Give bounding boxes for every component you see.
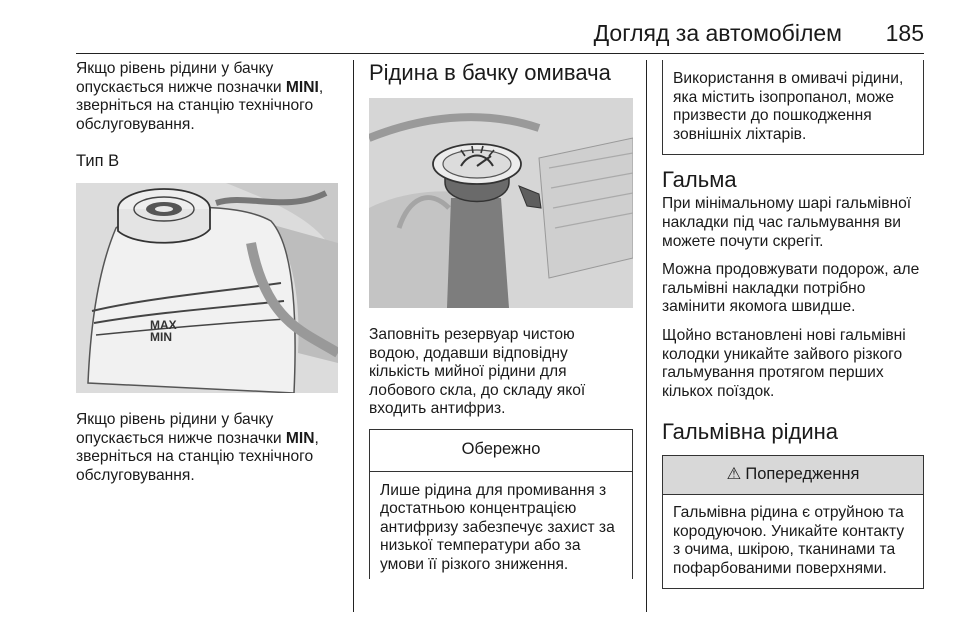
paragraph-brakes-1 [662,195,924,251]
caution-notice [369,429,633,579]
warning-title-text: Попередження [745,465,860,484]
text-line: зверніться на станцію технічного [76,97,314,115]
chapter-title: Догляд за автомобілем [593,20,842,46]
text-line: умови її різкого зниження. [380,555,569,573]
text-line: водою, додавши відповідну [369,344,568,362]
text-line: , [318,78,324,96]
min-mark-label: MIN [150,329,172,344]
text-line: з очима, шкірою, тканинами та [673,541,896,559]
text-line: колодки уникайте зайвого різкого [662,345,903,363]
warning-title [663,456,923,495]
column-divider [646,60,647,612]
text-line: достатньою концентрацією [380,500,577,518]
text-line: Можна продовжувати подорож, але [662,261,920,279]
text-line: гальмівні накладки потрібно [662,279,866,297]
text-line: накладки під час гальмування ви [662,213,901,231]
column-right [662,60,924,589]
text-line: кількох поїздок. [662,382,775,400]
text-line: Якщо рівень рідини у бачку [76,410,274,428]
isopropanol-notice-box [662,60,924,155]
page-header [76,18,924,54]
text-line: обслуговування. [76,466,195,484]
text-line: опускається нижче позначки [76,78,286,96]
text-line: зверніться на станцію технічного [76,448,314,466]
text-line: антифризу забезпечує захист за [380,518,615,536]
heading-washer-fluid: Рідина в бачку омивача [369,60,611,85]
text-line: опускається нижче позначки [76,429,286,447]
text-line: призвести до пошкодження [673,107,872,125]
paragraph-brakes-3 [662,327,924,401]
text-line: Заповніть резервуар чистою [369,326,575,343]
column-left [76,60,340,485]
caution-body [369,472,633,579]
text-line: , [314,429,319,447]
text-line: зовнішніх ліхтарів. [673,125,807,143]
header-rule [76,53,924,54]
text-line: При мінімальному шарі гальмівної [662,195,912,213]
paragraph-mini [76,60,340,134]
text-line: можете почути скрегіт. [662,232,824,250]
washer-reservoir-figure [369,98,633,308]
page-number: 185 [885,20,924,46]
text-line: кородуючою. Уникайте контакту [673,522,905,540]
text-line: Використання в омивачі рідини, [673,70,904,87]
subheading-type-b: Тип B [76,152,120,171]
text-line: Лише рідина для промивання з [380,481,607,499]
heading-brake-fluid: Гальмівна рідина [662,419,839,445]
paragraph-min [76,411,340,485]
text-line: Якщо рівень рідини у бачку [76,60,274,77]
column-middle [369,60,633,579]
text-line: обслуговування. [76,115,195,133]
text-line: низької температури або за [380,537,581,555]
heading-brakes: Гальма [662,167,737,193]
warning-box [662,455,924,589]
coolant-reservoir-figure [76,183,338,393]
text-line: яка містить ізопропанол, може [673,88,895,106]
text-line: кількість мийної рідини для [369,363,567,381]
max-mark-label: MAX [150,317,177,332]
column-divider [353,60,354,612]
text-line: входить антифриз. [369,400,506,418]
paragraph-fill [369,326,633,419]
caution-title: Обережно [369,429,633,472]
mark-label: MIN [285,429,315,447]
text-line: гальмування протягом перших [662,364,884,382]
text-line: Гальмівна рідина є отруйною та [673,503,904,521]
warning-icon: ⚠ [726,465,742,484]
text-line: пофарбованими поверхнями. [673,559,887,577]
text-line: лобового скла, до складу якої [369,381,586,399]
warning-body [663,495,923,588]
paragraph-brakes-2 [662,261,924,317]
mark-label: MINI [285,78,319,96]
text-line: Щойно встановлені нові гальмівні [662,326,906,344]
text-line: замінити якомога швидше. [662,298,856,316]
